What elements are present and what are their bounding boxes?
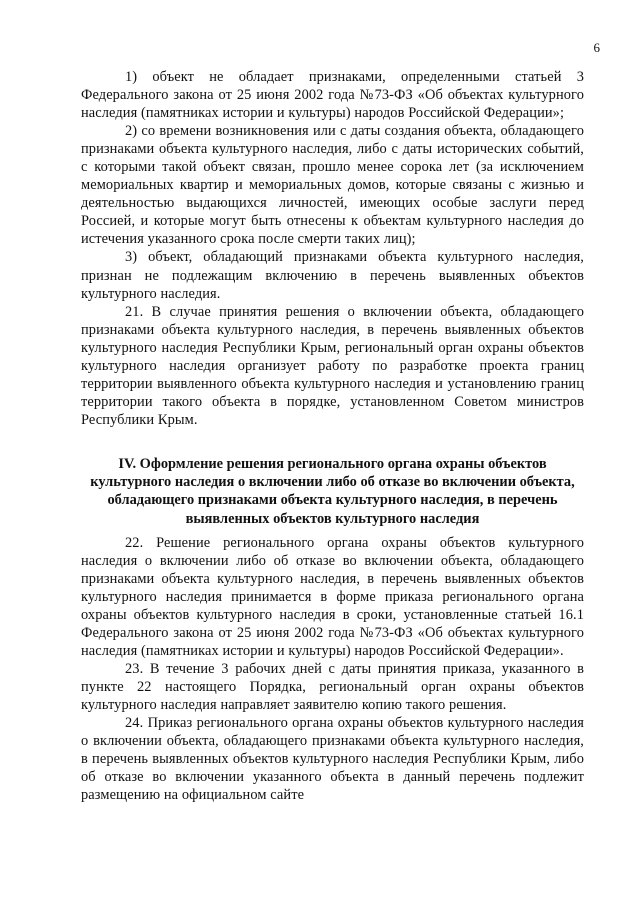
- section-heading: IV. Оформление решения регионального органа охраны объектов культурного наследия о включении либо об отказе во включении объекта, обладающего признаками объекта культурного наследия, в перечень выявленных объектов культурного наследия: [90, 455, 575, 527]
- paragraph-21: 21. В случае принятия решения о включении объекта, обладающего признаками объекта культурного наследия, в перечень выявленных объектов культурного наследия Республики Крым, региональный орган охраны объектов культурного наследия организует работу по разработке проекта границ территории выявленного объекта культурного наследия и установлению границ территории такого объекта в порядке, установленном Советом министров Республики Крым.: [81, 303, 584, 428]
- paragraph-22: 22. Решение регионального органа охраны объектов культурного наследия о включении либо об отказе во включении объекта, обладающего признаками объекта культурного наследия, в перечень выявленных объектов культурного наследия принимается в форме приказа регионального органа охраны объектов культурного наследия в сроки, установленные статьей 16.1 Федерального закона от 25 июня 2002 года №73-ФЗ «Об объектах культурного наследия (памятниках истории и культуры) народов Российской Федерации».: [81, 534, 584, 660]
- document-body: [81, 68, 584, 804]
- paragraph-item-1: 1) объект не обладает признаками, определенными статьей 3 Федерального закона от 25 июня 2002 года №73-ФЗ «Об объектах культурного наследия (памятниках истории и культуры) народов Российской Федерации»;: [81, 69, 584, 122]
- paragraph-item-3: 3) объект, обладающий признаками объекта культурного наследия, признан не подлежащим включению в перечень выявленных объектов культурного наследия.: [81, 249, 584, 302]
- page-number: 6: [593, 40, 600, 55]
- paragraph-item-2: 2) со времени возникновения или с даты создания объекта, обладающего признаками объекта культурного наследия, либо с даты исторических событий, с которыми такой объект связан, прошло менее сорока лет (за исключением мемориальных квартир и мемориальных домов, которые связаны с жизнью и деятельностью выдающихся личностей, имеющих особые заслуги перед Россией, и которые могут быть отнесены к объектам культурного наследия до истечения указанного срока после смерти таких лиц);: [81, 123, 584, 248]
- paragraph-23: 23. В течение 3 рабочих дней с даты принятия приказа, указанного в пункте 22 настоящего Порядка, региональный орган охраны объектов культурного наследия направляет заявителю копию такого решения.: [81, 661, 584, 714]
- paragraph-24: 24. Приказ регионального органа охраны объектов культурного наследия о включении объекта, обладающего признаками объекта культурного наследия, в перечень выявленных объектов культурного наследия Республики Крым, либо об отказе во включении указанного объекта в данный перечень подлежит размещению на официальном сайте: [81, 715, 584, 804]
